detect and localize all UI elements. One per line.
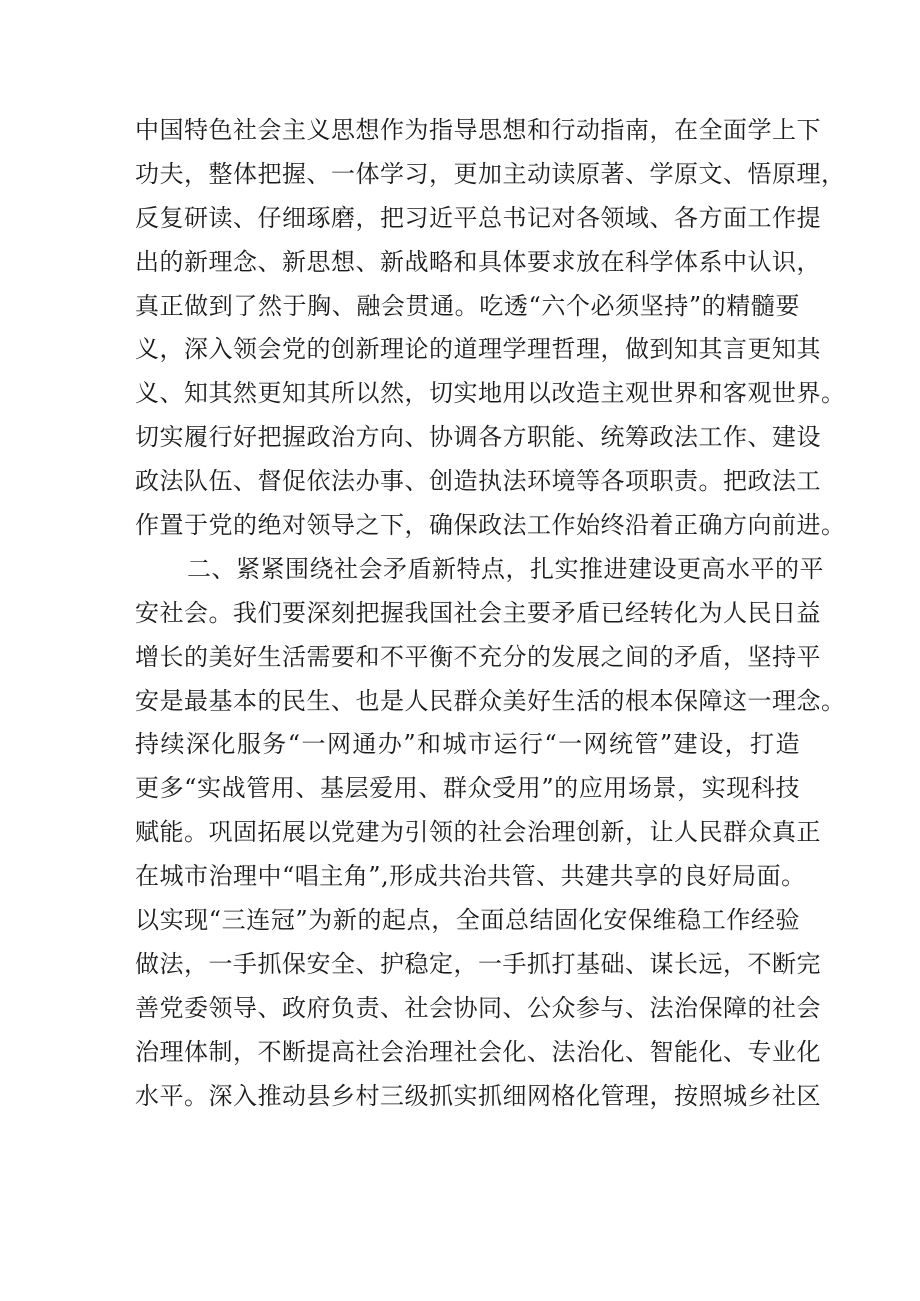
text-line: 真正做到了然于胸、融会贯通。吃透“六个必须坚持”的精髓要 (135, 291, 800, 320)
text-line: 义，深入领会党的创新理论的道理学理哲理，做到知其言更知其 (135, 335, 821, 364)
text-line: 义、知其然更知其所以然，切实地用以改造主观世界和客观世界。 (135, 379, 846, 408)
text-line: 更多“实战管用、基层爱用、群众受用”的应用场景，实现科技 (135, 774, 800, 803)
text-line: 做法，一手抓保安全、护稳定，一手抓打基础、谋长远，不断完 (135, 949, 821, 978)
text-line: 赋能。巩固拓展以党建为引领的社会治理创新，让人民群众真正 (135, 818, 821, 847)
text-line: 作置于党的绝对领导之下，确保政法工作始终沿着正确方向前进。 (135, 511, 846, 540)
text-line: 持续深化服务“一网通办”和城市运行“一网统管”建设，打造 (135, 730, 800, 759)
text-line: 中国特色社会主义思想作为指导思想和行动指南，在全面学上下 (135, 116, 821, 144)
text-line: 反复研读、仔细琢磨，把习近平总书记对各领域、各方面工作提 (135, 203, 821, 232)
document-body (135, 109, 846, 1118)
text-line: 政法队伍、督促依法办事、创造执法环境等各项职责。把政法工 (135, 467, 821, 496)
text-line: 水平。深入推动县乡村三级抓实抓细网格化管理，按照城乡社区 (135, 1081, 821, 1110)
text-line: 在城市治理中“唱主角”,形成共治共管、共建共享的良好局面。 (135, 862, 806, 891)
text-line: 以实现“三连冠”为新的起点，全面总结固化安保维稳工作经验 (135, 906, 800, 935)
text-line: 善党委领导、政府负责、社会协同、公众参与、法治保障的社会 (135, 993, 821, 1022)
text-line: 增长的美好生活需要和不平衡不充分的发展之间的矛盾，坚持平 (135, 642, 821, 671)
text-line: 治理体制，不断提高社会治理社会化、法治化、智能化、专业化 (135, 1037, 821, 1066)
paragraph-2 (135, 548, 846, 1119)
text-line: 出的新理念、新思想、新战略和具体要求放在科学体系中认识， (135, 247, 821, 276)
text-line: 切实履行好把握政治方向、协调各方职能、统筹政法工作、建设 (135, 423, 821, 452)
text-line: 安是最基本的民生、也是人民群众美好生活的根本保障这一理念。 (135, 686, 846, 715)
section-heading-line: 二、紧紧围绕社会矛盾新特点，扎实推进建设更高水平的平 (187, 554, 824, 583)
text-line: 功夫，整体把握、一体学习，更加主动读原著、学原文、悟原理， (135, 159, 846, 188)
paragraph-1 (135, 109, 846, 548)
text-line: 安社会。我们要深刻把握我国社会主要矛盾已经转化为人民日益 (135, 598, 821, 627)
